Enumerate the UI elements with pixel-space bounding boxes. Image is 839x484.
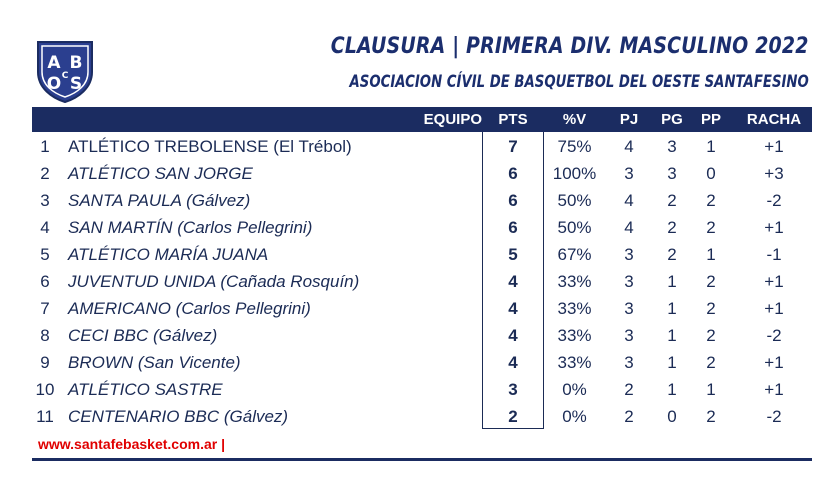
row-team: ATLÉTICO SAN JORGE: [68, 164, 253, 183]
row-pts: 6: [508, 191, 518, 210]
row-pct: 100%: [552, 164, 597, 183]
logo-letter-s: S: [69, 74, 83, 94]
row-pg: 1: [667, 380, 677, 399]
row-pg: 1: [667, 272, 677, 291]
row-position: 9: [40, 353, 50, 372]
table-row: [32, 376, 812, 403]
website-link[interactable]: www.santafebasket.com.ar |: [38, 436, 226, 452]
row-pts: 4: [508, 299, 518, 318]
column-header-pg: PG: [661, 111, 683, 128]
row-team: SAN MARTÍN (Carlos Pellegrini): [68, 218, 313, 237]
row-team: JUVENTUD UNIDA (Cañada Rosquín): [68, 272, 360, 291]
column-header-pp: PP: [700, 111, 721, 128]
row-pj: 3: [624, 164, 634, 183]
table-row: [32, 133, 812, 160]
row-position: 8: [40, 326, 50, 345]
row-pg: 2: [667, 245, 677, 264]
row-pct: 0%: [562, 407, 587, 426]
row-pj: 4: [624, 191, 634, 210]
table-row: [32, 214, 812, 241]
row-pg: 2: [667, 218, 677, 237]
asociacion-logo: [32, 38, 98, 104]
row-position: 5: [40, 245, 50, 264]
row-team: ATLÉTICO SASTRE: [68, 380, 223, 399]
column-header-pj: PJ: [619, 111, 639, 128]
row-pj: 4: [624, 218, 634, 237]
row-pp: 2: [706, 299, 716, 318]
row-racha: +1: [764, 272, 784, 291]
row-pp: 1: [706, 245, 716, 264]
row-team: AMERICANO (Carlos Pellegrini): [68, 299, 311, 318]
page-subtitle: ASOCIACION CÍVIL DE BASQUETBOL DEL OESTE SANTAFESINO: [349, 72, 809, 92]
row-pj: 3: [624, 353, 634, 372]
row-racha: +3: [764, 164, 784, 183]
table-header: [32, 107, 812, 132]
row-pg: 0: [667, 407, 677, 426]
row-racha: -2: [766, 326, 782, 345]
row-pts: 4: [508, 326, 518, 345]
row-pj: 3: [624, 245, 634, 264]
row-pp: 1: [706, 380, 716, 399]
row-pg: 2: [667, 191, 677, 210]
row-pg: 1: [667, 299, 677, 318]
logo-letter-c: C: [61, 71, 69, 81]
row-position: 11: [36, 407, 54, 426]
row-pj: 2: [624, 380, 634, 399]
page-title: CLAUSURA | PRIMERA DIV. MASCULINO 2022: [331, 34, 809, 59]
table-row: [32, 241, 812, 268]
row-pct: 33%: [557, 299, 592, 318]
row-pg: 3: [667, 137, 677, 156]
logo-letter-a: A: [47, 53, 61, 73]
row-racha: -2: [766, 407, 782, 426]
row-racha: +1: [764, 353, 784, 372]
row-position: 7: [40, 299, 50, 318]
row-position: 6: [40, 272, 50, 291]
table-row: [32, 403, 812, 430]
row-pct: 33%: [557, 326, 592, 345]
row-pj: 3: [624, 272, 634, 291]
table-row: [32, 160, 812, 187]
row-racha: -2: [766, 191, 782, 210]
table-row: [32, 322, 812, 349]
row-pp: 2: [706, 353, 716, 372]
row-pp: 2: [706, 326, 716, 345]
row-pts: 6: [508, 164, 518, 183]
table-row: [32, 295, 812, 322]
row-pts: 3: [508, 380, 518, 399]
row-pts: 4: [508, 272, 518, 291]
column-header-pts: PTS: [498, 111, 528, 128]
row-pct: 50%: [557, 191, 592, 210]
row-pp: 0: [706, 164, 716, 183]
column-header-team: EQUIPO: [423, 111, 482, 128]
row-racha: +1: [764, 380, 784, 399]
bottom-divider: [32, 458, 812, 461]
row-team: CENTENARIO BBC (Gálvez): [68, 407, 289, 426]
row-racha: +1: [764, 137, 784, 156]
row-pj: 3: [624, 326, 634, 345]
table-row: [32, 349, 812, 376]
row-pct: 75%: [557, 137, 592, 156]
row-team: CECI BBC (Gálvez): [68, 326, 218, 345]
row-pct: 0%: [562, 380, 587, 399]
column-header-racha: RACHA: [746, 111, 802, 128]
row-position: 10: [35, 380, 55, 399]
row-pts: 2: [508, 407, 518, 426]
row-racha: +1: [764, 218, 784, 237]
row-racha: +1: [764, 299, 784, 318]
row-pj: 2: [624, 407, 634, 426]
row-pts: 6: [508, 218, 518, 237]
logo-letter-o: O: [46, 74, 62, 94]
row-pj: 3: [624, 299, 634, 318]
row-pp: 2: [706, 218, 716, 237]
row-pg: 1: [667, 353, 677, 372]
row-pct: 67%: [557, 245, 592, 264]
row-team: SANTA PAULA (Gálvez): [68, 191, 251, 210]
row-pp: 2: [706, 407, 716, 426]
logo-letter-b: B: [69, 53, 83, 73]
row-pp: 2: [706, 191, 716, 210]
row-pct: 33%: [557, 272, 592, 291]
row-pg: 1: [667, 326, 677, 345]
row-team: BROWN (San Vicente): [68, 353, 241, 372]
row-pts: 4: [508, 353, 518, 372]
row-pts: 7: [508, 137, 518, 156]
row-pp: 2: [706, 272, 716, 291]
row-pp: 1: [706, 137, 716, 156]
row-pct: 33%: [557, 353, 592, 372]
row-team: ATLÉTICO MARÍA JUANA: [68, 245, 269, 264]
row-position: 4: [40, 218, 50, 237]
row-racha: -1: [766, 245, 782, 264]
table-row: [32, 187, 812, 214]
row-position: 3: [40, 191, 50, 210]
row-pct: 50%: [557, 218, 592, 237]
row-pg: 3: [667, 164, 677, 183]
table-row: [32, 268, 812, 295]
row-position: 1: [40, 137, 50, 156]
column-header-pct: %V: [562, 111, 587, 128]
row-pts: 5: [508, 245, 518, 264]
row-team: ATLÉTICO TREBOLENSE (El Trébol): [68, 137, 352, 156]
row-position: 2: [40, 164, 50, 183]
row-pj: 4: [624, 137, 634, 156]
